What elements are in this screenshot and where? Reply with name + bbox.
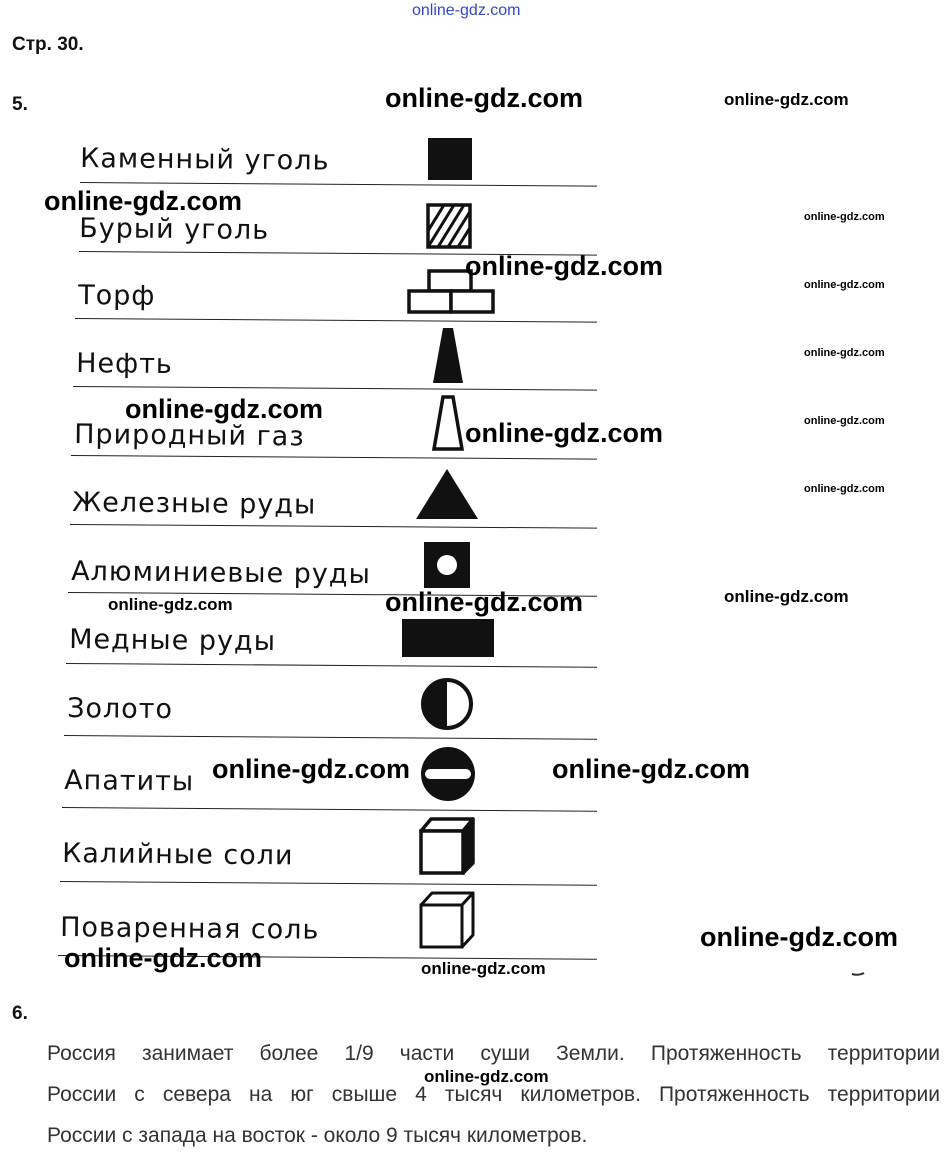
filled-triangle-icon (414, 467, 482, 523)
answer-line: России с запада на восток - около 9 тысяч километров. (47, 1124, 588, 1147)
watermark: online-gdz.com (724, 90, 849, 109)
cube-shaded-icon (417, 815, 479, 877)
task-5-number: 5. (12, 94, 28, 115)
legend-label-potash-salt: Калийные соли (62, 838, 294, 872)
watermark: online-gdz.com (804, 483, 885, 495)
watermark: online-gdz.com (700, 922, 898, 952)
legend-label-brown-coal: Бурый уголь (79, 213, 270, 246)
watermark: online-gdz.com (465, 251, 663, 281)
row-divider (64, 735, 597, 740)
site-watermark-top: online-gdz.com (412, 2, 521, 19)
row-divider (66, 663, 597, 668)
watermark: online-gdz.com (385, 587, 583, 617)
watermark: online-gdz.com (64, 943, 262, 973)
circle-with-bar-icon (419, 745, 477, 803)
watermark: online-gdz.com (424, 1067, 549, 1086)
half-circle-icon (419, 676, 475, 732)
legend-label-apatite: Апатиты (64, 765, 195, 798)
row-divider (60, 881, 597, 886)
legend-label-peat: Торф (78, 280, 156, 312)
watermark: online-gdz.com (125, 394, 323, 424)
watermark: online-gdz.com (385, 83, 583, 113)
cube-outline-icon (417, 889, 479, 951)
row-divider (71, 455, 597, 460)
row-divider (75, 318, 597, 323)
task-6-number: 6. (12, 1003, 28, 1024)
row-divider (73, 386, 597, 391)
filled-trapezoid-icon (428, 325, 468, 387)
watermark: online-gdz.com (108, 595, 233, 614)
scan-mark (850, 970, 866, 978)
outline-trapezoid-icon (428, 393, 468, 453)
task-6-answer (47, 1033, 940, 1156)
watermark: online-gdz.com (804, 415, 885, 427)
watermark: online-gdz.com (212, 754, 410, 784)
legend-label-table-salt: Поваренная соль (60, 912, 320, 946)
hatched-square-icon (424, 202, 476, 250)
legend-label-copper-ore: Медные руды (69, 624, 277, 658)
watermark: online-gdz.com (44, 186, 242, 216)
row-divider (62, 807, 597, 812)
filled-square-icon (425, 136, 475, 182)
square-with-dot-icon (423, 541, 471, 589)
watermark: online-gdz.com (465, 418, 663, 448)
watermark: online-gdz.com (804, 279, 885, 291)
row-divider (70, 524, 597, 529)
filled-rectangle-icon (400, 617, 496, 659)
legend-label-aluminium-ore: Алюминиевые руды (71, 556, 372, 591)
watermark: online-gdz.com (804, 211, 885, 223)
legend-label-oil: Нефть (76, 348, 173, 381)
watermark: online-gdz.com (724, 587, 849, 606)
legend-label-iron-ore: Железные руды (72, 487, 317, 521)
page-number: Стр. 30. (12, 34, 84, 55)
legend-label-gold: Золото (67, 693, 174, 726)
answer-line: Россия занимает более 1/9 части суши Земли. Протяженность территории (47, 1042, 940, 1065)
watermark: online-gdz.com (421, 959, 546, 978)
watermark: online-gdz.com (804, 347, 885, 359)
legend-label-coal: Каменный уголь (80, 143, 330, 177)
watermark: online-gdz.com (552, 754, 750, 784)
answer-line: России с севера на юг свыше 4 тысяч километров. Протяженность территории (47, 1083, 940, 1106)
legend-label-natural-gas: Природный газ (74, 419, 305, 453)
